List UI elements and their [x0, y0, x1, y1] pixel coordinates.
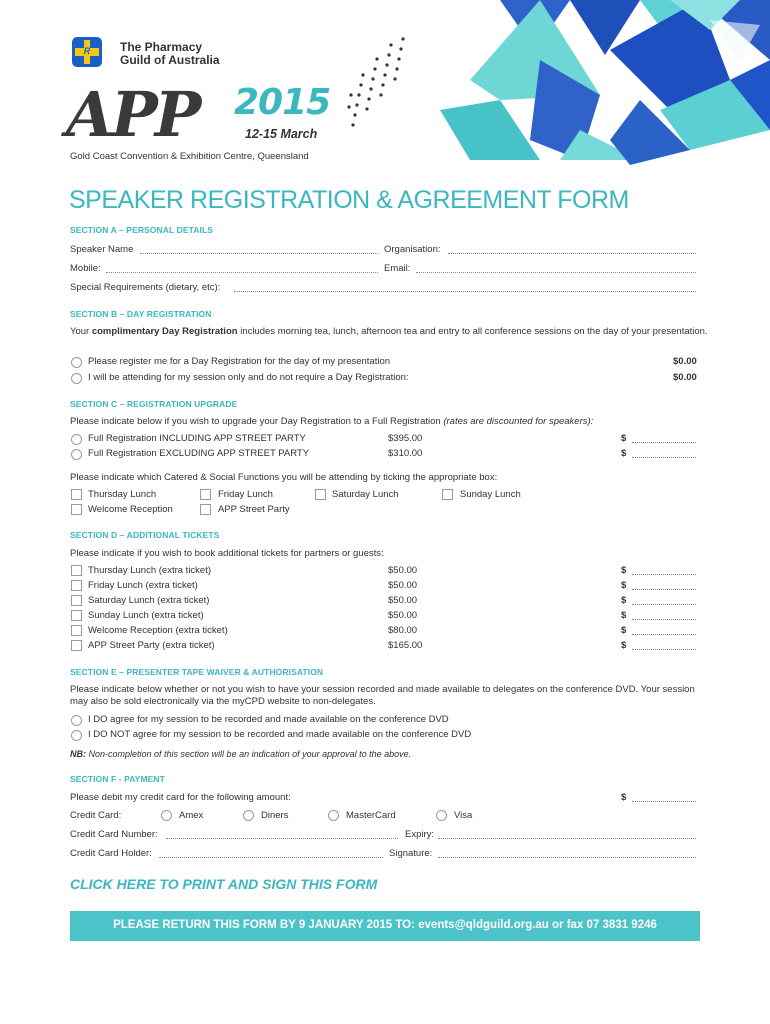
expiry-field[interactable] — [438, 838, 696, 839]
sunday-lunch-label: Sunday Lunch — [460, 489, 521, 500]
extra-ticket-label: Thursday Lunch (extra ticket) — [88, 565, 212, 576]
thursday-lunch-checkbox[interactable] — [71, 489, 82, 500]
recording-disagree-label: I DO NOT agree for my session to be recorded and made available on the conference DVD — [88, 729, 472, 740]
app-year: 2015 — [234, 82, 331, 123]
email-label: Email: — [384, 263, 411, 274]
full-reg-including-label: Full Registration INCLUDING APP STREET PARTY — [88, 433, 306, 444]
session-only-radio[interactable] — [71, 373, 82, 384]
extra-ticket-amount-field[interactable] — [632, 604, 696, 605]
section-b-heading: SECTION B – DAY REGISTRATION — [70, 309, 212, 319]
return-banner — [70, 911, 700, 941]
functions-intro: Please indicate which Catered & Social Functions you will be attending by ticking the appropriate box: — [70, 472, 498, 483]
visa-label: Visa — [454, 810, 473, 821]
full-reg-excluding-label: Full Registration EXCLUDING APP STREET PARTY — [88, 448, 310, 459]
full-reg-excluding-price: $310.00 — [388, 448, 423, 459]
saturday-lunch-label: Saturday Lunch — [332, 489, 399, 500]
header-geometric-graphic — [440, 0, 770, 165]
extra-ticket-amount-field[interactable] — [632, 574, 696, 575]
section-d-heading: SECTION D – ADDITIONAL TICKETS — [70, 530, 220, 540]
expiry-label: Expiry: — [405, 829, 435, 840]
section-d-intro: Please indicate if you wish to book additional tickets for partners or guests: — [70, 548, 384, 559]
full-reg-including-amount[interactable] — [632, 442, 696, 443]
special-requirements-label: Special Requirements (dietary, etc): — [70, 282, 221, 293]
extra-ticket-amount-field[interactable] — [632, 619, 696, 620]
full-reg-excluding-radio[interactable] — [71, 449, 82, 460]
extra-ticket-checkbox[interactable] — [71, 565, 82, 576]
card-holder-label: Credit Card Holder: — [70, 848, 152, 859]
debit-amount-field[interactable] — [632, 801, 696, 802]
day-registration-label: Please register me for a Day Registration for the day of my presentation — [88, 356, 391, 367]
full-reg-including-radio[interactable] — [71, 434, 82, 445]
card-holder-field[interactable] — [159, 857, 383, 858]
special-requirements-field[interactable] — [234, 291, 696, 292]
mobile-field[interactable] — [106, 272, 378, 273]
org-name-line1: The Pharmacy — [120, 40, 203, 54]
extra-ticket-checkbox[interactable] — [71, 640, 82, 651]
day-registration-price: $0.00 — [673, 356, 697, 367]
extra-ticket-price: $50.00 — [388, 610, 418, 621]
print-and-sign-link[interactable]: CLICK HERE TO PRINT AND SIGN THIS FORM — [70, 876, 378, 892]
saturday-lunch-checkbox[interactable] — [315, 489, 326, 500]
card-number-label: Credit Card Number: — [70, 829, 158, 840]
extra-ticket-price: $165.00 — [388, 640, 423, 651]
friday-lunch-label: Friday Lunch — [218, 489, 273, 500]
section-f-heading: SECTION F - PAYMENT — [70, 774, 165, 784]
app-street-party-label: APP Street Party — [218, 504, 290, 515]
extra-ticket-label: Sunday Lunch (extra ticket) — [88, 610, 204, 621]
extra-ticket-checkbox[interactable] — [71, 580, 82, 591]
debit-label: Please debit my credit card for the following amount: — [70, 792, 291, 803]
signature-label: Signature: — [389, 848, 433, 859]
org-name-line2: Guild of Australia — [120, 53, 220, 67]
event-dates: 12-15 March — [245, 127, 318, 141]
extra-ticket-price: $50.00 — [388, 565, 418, 576]
credit-card-label: Credit Card: — [70, 810, 122, 821]
mastercard-label: MasterCard — [346, 810, 396, 821]
extra-ticket-price: $50.00 — [388, 595, 418, 606]
organisation-field[interactable] — [448, 253, 696, 254]
extra-ticket-dollar: $ — [621, 595, 627, 606]
welcome-reception-label: Welcome Reception — [88, 504, 173, 515]
session-only-label: I will be attending for my session only and do not require a Day Registration: — [88, 372, 409, 383]
full-reg-including-price: $395.00 — [388, 433, 423, 444]
form-title: SPEAKER REGISTRATION & AGREEMENT FORM — [69, 186, 629, 214]
extra-ticket-amount-field[interactable] — [632, 589, 696, 590]
extra-ticket-checkbox[interactable] — [71, 610, 82, 621]
full-reg-including-dollar: $ — [621, 433, 627, 444]
dot-pattern-graphic — [345, 35, 415, 145]
day-registration-radio[interactable] — [71, 357, 82, 368]
section-e-note: NB: Non-completion of this section will be an indication of your approval to the above. — [70, 749, 412, 759]
section-b-intro: Your complimentary Day Registration includes morning tea, lunch, afternoon tea and entry to all conference sessions on the day of your presentation. — [70, 326, 708, 337]
section-e-heading: SECTION E – PRESENTER TAPE WAIVER & AUTHORISATION — [70, 667, 324, 677]
event-venue: Gold Coast Convention & Exhibition Centre, Queensland — [70, 151, 309, 162]
recording-disagree-radio[interactable] — [71, 730, 82, 741]
welcome-reception-checkbox[interactable] — [71, 504, 82, 515]
extra-ticket-dollar: $ — [621, 610, 627, 621]
app-street-party-checkbox[interactable] — [200, 504, 211, 515]
debit-dollar: $ — [621, 792, 627, 803]
organisation-label: Organisation: — [384, 244, 441, 255]
thursday-lunch-label: Thursday Lunch — [88, 489, 157, 500]
mastercard-radio[interactable] — [328, 810, 339, 821]
extra-ticket-label: Saturday Lunch (extra ticket) — [88, 595, 210, 606]
amex-label: Amex — [179, 810, 204, 821]
extra-ticket-label: Friday Lunch (extra ticket) — [88, 580, 198, 591]
section-c-heading: SECTION C – REGISTRATION UPGRADE — [70, 399, 238, 409]
diners-radio[interactable] — [243, 810, 254, 821]
return-banner-text: PLEASE RETURN THIS FORM BY 9 JANUARY 2015 TO: events@qldguild.org.au or fax 07 3831 9246 — [113, 919, 657, 931]
amex-radio[interactable] — [161, 810, 172, 821]
diners-label: Diners — [261, 810, 289, 821]
guild-logo — [72, 37, 102, 67]
card-number-field[interactable] — [166, 838, 398, 839]
extra-ticket-checkbox[interactable] — [71, 625, 82, 636]
app-wordmark: APP — [66, 78, 199, 151]
sunday-lunch-checkbox[interactable] — [442, 489, 453, 500]
extra-ticket-label: Welcome Reception (extra ticket) — [88, 625, 228, 636]
session-only-price: $0.00 — [673, 372, 697, 383]
extra-ticket-dollar: $ — [621, 565, 627, 576]
signature-field[interactable] — [438, 857, 696, 858]
extra-ticket-dollar: $ — [621, 625, 627, 636]
extra-ticket-label: APP Street Party (extra ticket) — [88, 640, 215, 651]
section-e-intro: Please indicate below whether or not you wish to have your session recorded and made available to delegates on the conference DVD. Your session may also be sold electronically via the myCPD website to non-delegates. — [70, 684, 695, 707]
extra-ticket-checkbox[interactable] — [71, 595, 82, 606]
email-field[interactable] — [416, 272, 696, 273]
mobile-label: Mobile: — [70, 263, 101, 274]
extra-ticket-price: $50.00 — [388, 580, 418, 591]
full-reg-excluding-dollar: $ — [621, 448, 627, 459]
extra-ticket-amount-field[interactable] — [632, 634, 696, 635]
speaker-name-label: Speaker Name — [70, 244, 134, 255]
extra-ticket-dollar: $ — [621, 640, 627, 651]
recording-agree-radio[interactable] — [71, 715, 82, 726]
section-c-intro: Please indicate below if you wish to upgrade your Day Registration to a Full Registration (rates are discounted for speakers): — [70, 416, 594, 427]
speaker-name-field[interactable] — [140, 253, 378, 254]
visa-radio[interactable] — [436, 810, 447, 821]
friday-lunch-checkbox[interactable] — [200, 489, 211, 500]
extra-ticket-amount-field[interactable] — [632, 649, 696, 650]
extra-ticket-dollar: $ — [621, 580, 627, 591]
logo-letter: R — [83, 46, 91, 56]
recording-agree-label: I DO agree for my session to be recorded and made available on the conference DVD — [88, 714, 449, 725]
full-reg-excluding-amount[interactable] — [632, 457, 696, 458]
section-a-heading: SECTION A – PERSONAL DETAILS — [70, 225, 214, 235]
extra-ticket-price: $80.00 — [388, 625, 418, 636]
